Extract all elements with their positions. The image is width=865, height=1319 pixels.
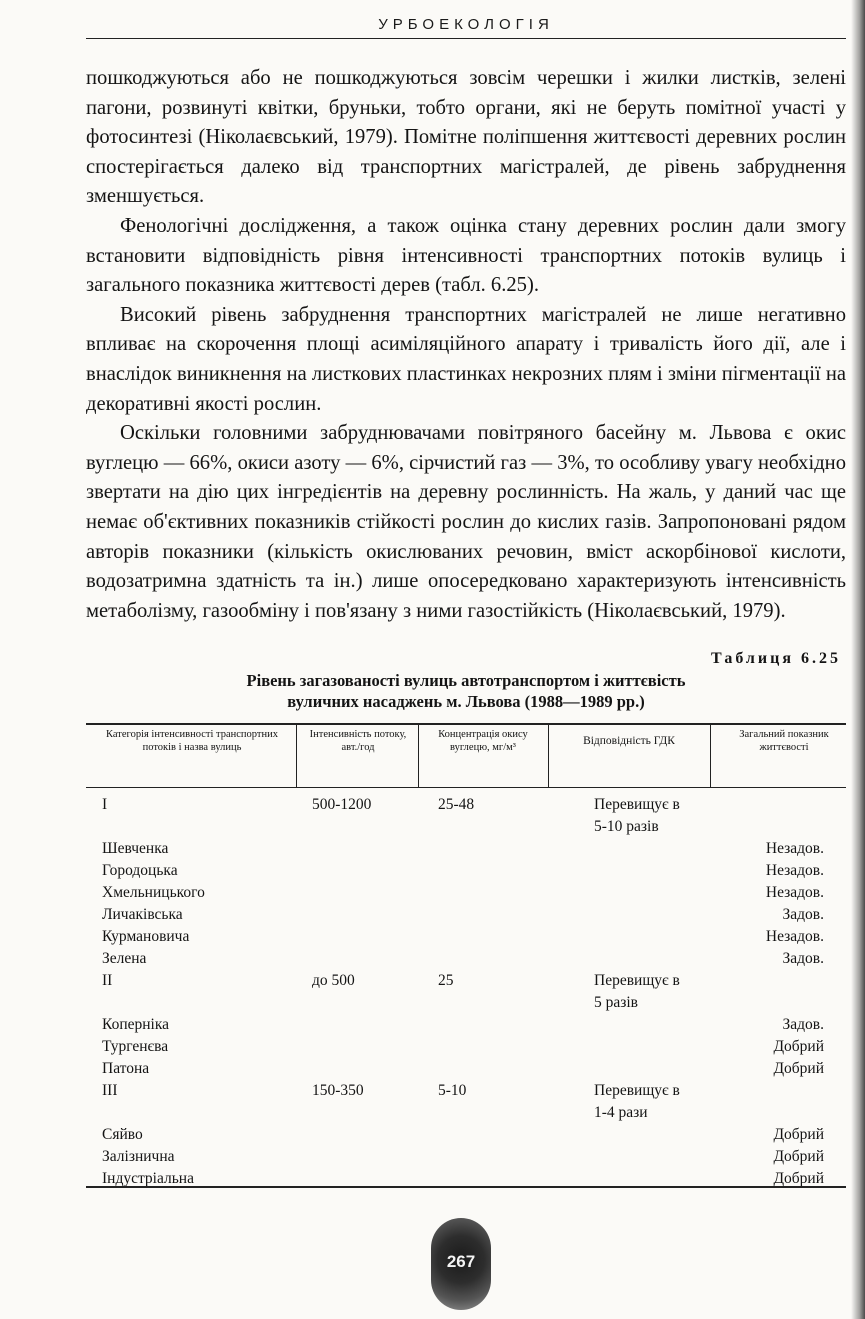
- running-header: УРБОЕКОЛОГІЯ: [378, 16, 554, 33]
- street-name: Личаківська: [102, 906, 183, 923]
- vitality-rating: Задов.: [782, 950, 824, 967]
- vitality-rating: Добрий: [773, 1148, 824, 1165]
- vitality-rating: Задов.: [782, 1016, 824, 1033]
- paragraph-4: Оскільки головними забруднювачами повітряного басейну м. Львова є окис вуглецю — 66%, окиси азоту — 6%, сірчистий газ — 3%, то особливу увагу необхідно звертати на дію цих інгредієнтів на деревну рослинність. На жаль, у даний час ще немає об'єктивних показників стійкості рослин до кислих газів. Запропоновані рядом авторів показники (кількість окислюваних речовин, вміст аскорбінової кислоти, водозатримна здатність та ін.) лише опосередковано характеризують інтенсивність метаболізму, газообміну і пов'язану з ними газостійкість (Ніколаєвський, 1979).: [86, 422, 846, 622]
- table-header-rule: [86, 787, 846, 788]
- header-concentration: Концентрація окису вуглецю, мг/м³: [438, 729, 528, 753]
- category-label: III: [102, 1082, 118, 1099]
- paragraph-2: Фенологічні дослідження, а також оцінка стану деревних рослин дали змогу встановити відповідність рівня інтенсивності транспортних потоків вулиць і загального показника життєвості дерев (табл. 6.25).: [86, 214, 846, 297]
- page-number: 267: [446, 1252, 476, 1271]
- header-intensity: Інтенсивність потоку, авт./год: [309, 729, 407, 753]
- column-separator: [418, 725, 419, 787]
- street-name: Сяйво: [102, 1126, 143, 1143]
- street-name: Залізнична: [102, 1148, 175, 1165]
- street-name: Городоцька: [102, 862, 178, 879]
- street-name: Курмановича: [102, 928, 190, 945]
- street-name: Тургенєва: [102, 1038, 169, 1055]
- header-category: Категорія інтенсивності транспортних потоків і назва вулиць: [106, 729, 278, 753]
- gdk-value: 5-10 разів: [594, 818, 659, 835]
- vitality-rating: Добрий: [773, 1170, 824, 1187]
- vitality-rating: Незадов.: [765, 928, 824, 945]
- vitality-rating: Добрий: [773, 1038, 824, 1055]
- table-title: [86, 670, 846, 712]
- vitality-rating: Добрий: [773, 1126, 824, 1143]
- gdk-value: Перевищує в: [594, 972, 680, 989]
- category-label: II: [102, 972, 113, 989]
- table-top-rule: [86, 723, 846, 725]
- concentration-value: 25-48: [438, 796, 475, 813]
- column-separator: [710, 725, 711, 787]
- table-bottom-rule: [86, 1186, 846, 1188]
- street-name: Індустріальна: [102, 1170, 194, 1187]
- table-label: Таблиця 6.25: [711, 650, 841, 667]
- vitality-rating: Незадов.: [765, 884, 824, 901]
- street-name: Хмельницького: [102, 884, 205, 901]
- vitality-rating: Незадов.: [765, 840, 824, 857]
- street-name: Патона: [102, 1060, 150, 1077]
- vitality-rating: Незадов.: [765, 862, 824, 879]
- intensity-value: до 500: [312, 972, 355, 989]
- table-title-line-2: вуличних насаджень м. Львова (1988—1989 рр.): [287, 692, 645, 711]
- header-rule: [86, 38, 846, 39]
- column-separator: [296, 725, 297, 787]
- table-title-line-1: Рівень загазованості вулиць автотранспортом і життєвість: [246, 671, 686, 690]
- vitality-rating: Добрий: [773, 1060, 824, 1077]
- category-label: I: [102, 796, 108, 813]
- vitality-rating: Задов.: [782, 906, 824, 923]
- header-gdk: Відповідність ГДК: [583, 735, 675, 747]
- intensity-value: 150-350: [312, 1082, 364, 1099]
- street-name: Коперніка: [102, 1016, 170, 1033]
- paragraph-3: Високий рівень забруднення транспортних магістралей не лише негативно впливає на скорочення площі асиміляційного апарату і тривалість його дії, але і внаслідок виникнення на листкових пластинках некрозних плям і зміни пігментації на декоративні якості рослин.: [86, 303, 846, 415]
- gdk-value: Перевищує в: [594, 1082, 680, 1099]
- gdk-value: Перевищує в: [594, 796, 680, 813]
- concentration-value: 5-10: [438, 1082, 467, 1099]
- column-separator: [548, 725, 549, 787]
- page-number-badge: [431, 1218, 491, 1310]
- scan-edge-shadow: [851, 0, 865, 1319]
- street-name: Зелена: [102, 950, 147, 967]
- gdk-value: 1-4 рази: [594, 1104, 648, 1121]
- street-name: Шевченка: [102, 840, 169, 857]
- body-text: [86, 64, 846, 626]
- gdk-value: 5 разів: [594, 994, 639, 1011]
- intensity-value: 500-1200: [312, 796, 372, 813]
- paragraph-1: пошкоджуються або не пошкоджуються зовсім черешки і жилки листків, зелені пагони, розвинуті квітки, бруньки, тобто органи, які не беруть помітної участі у фотосинтезі (Ніколаєвський, 1979). Помітне поліпшення життєвості деревних рослин спостерігається далеко від транспортних магістралей, де рівень забруднення зменшується.: [86, 67, 846, 208]
- header-vitality: Загальний показник життєвості: [739, 729, 829, 753]
- concentration-value: 25: [438, 972, 454, 989]
